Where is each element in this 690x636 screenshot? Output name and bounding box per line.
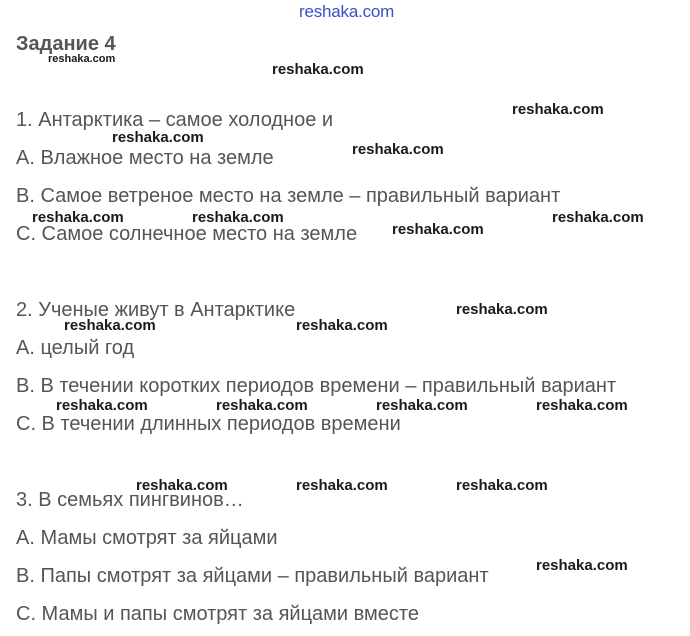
watermark: reshaka.com	[352, 141, 444, 158]
question-2-option-a: A. целый год	[16, 337, 135, 359]
watermark: reshaka.com	[376, 397, 468, 414]
site-header-link[interactable]: reshaka.com	[299, 2, 395, 21]
watermark: reshaka.com	[456, 477, 548, 494]
question-3-option-c: C. Мамы и папы смотрят за яйцами вместе	[16, 603, 419, 625]
watermark: reshaka.com	[48, 53, 116, 65]
watermark: reshaka.com	[192, 209, 284, 226]
watermark: reshaka.com	[136, 477, 228, 494]
question-1-option-a: A. Влажное место на земле	[16, 147, 274, 169]
watermark: reshaka.com	[392, 221, 484, 238]
watermark: reshaka.com	[296, 317, 388, 334]
watermark: reshaka.com	[64, 317, 156, 334]
question-3-option-a: A. Мамы смотрят за яйцами	[16, 527, 278, 549]
watermark: reshaka.com	[32, 209, 124, 226]
question-3-option-b: B. Папы смотрят за яйцами – правильный вариант	[16, 565, 489, 587]
question-2-option-b: B. В течении коротких периодов времени – правильный вариант	[16, 375, 617, 397]
question-2: 2. Ученые живут в Антарктике	[16, 299, 296, 321]
watermark: reshaka.com	[536, 557, 628, 574]
watermark: reshaka.com	[536, 397, 628, 414]
question-1-option-c: C. Самое солнечное место на земле	[16, 223, 358, 245]
watermark: reshaka.com	[112, 129, 204, 146]
watermark: reshaka.com	[512, 101, 604, 118]
watermark: reshaka.com	[456, 301, 548, 318]
question-3: 3. В семьях пингвинов…	[16, 489, 244, 511]
watermark: reshaka.com	[272, 61, 364, 78]
watermark: reshaka.com	[216, 397, 308, 414]
question-1: 1. Антарктика – самое холодное и	[16, 109, 334, 131]
question-1-option-b: B. Самое ветреное место на земле – правильный вариант	[16, 185, 561, 207]
watermark: reshaka.com	[56, 397, 148, 414]
watermark: reshaka.com	[296, 477, 388, 494]
task-title: Задание 4	[16, 33, 116, 55]
watermark: reshaka.com	[552, 209, 644, 226]
question-2-option-c: C. В течении длинных периодов времени	[16, 413, 401, 435]
